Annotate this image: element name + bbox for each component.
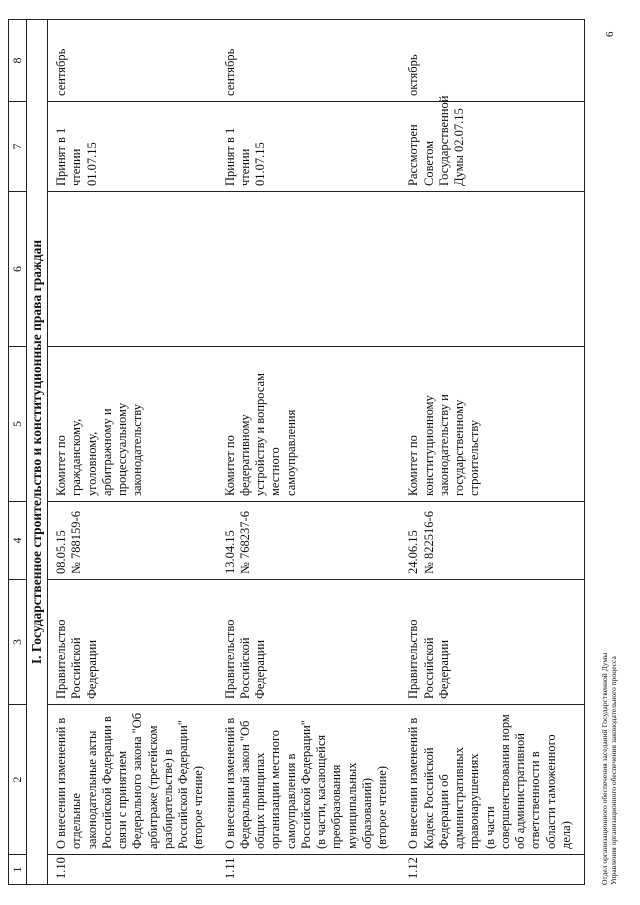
bill-status: Принят в 1 чтении 01.07.15 xyxy=(48,102,217,192)
legislation-table xyxy=(8,19,585,885)
bill-subject: Правительство Российской Федерации xyxy=(48,580,217,705)
bill-date-cell xyxy=(217,502,401,580)
section-row xyxy=(26,20,47,885)
planned-month: сентябрь xyxy=(48,20,217,102)
column-header: 1 xyxy=(9,855,27,885)
column-6-cell xyxy=(48,192,217,347)
responsible-committee: Комитет по федеративному устройству и вопросам местного самоуправления xyxy=(217,347,401,502)
column-header: 3 xyxy=(9,580,27,705)
bill-status: Принят в 1 чтении 01.07.15 xyxy=(217,102,401,192)
table-row xyxy=(217,20,401,885)
column-header: 7 xyxy=(9,102,27,192)
responsible-committee: Комитет по гражданскому, уголовному, арбитражному и процессуальному законодательству xyxy=(48,347,217,502)
bill-name: О внесении изменений в Кодекс Российской Федерации об административных правонарушениях (в части совершенствования норм об административной ответственности в области таможенного дела) xyxy=(400,705,584,855)
column-6-cell xyxy=(217,192,401,347)
bill-date: 24.06.15 xyxy=(406,530,421,574)
column-header: 4 xyxy=(9,502,27,580)
bill-number: № 768237-6 xyxy=(237,511,252,574)
bill-subject: Правительство Российской Федерации xyxy=(400,580,584,705)
row-number: 1.12 xyxy=(400,855,584,885)
bill-status: Рассмотрен Советом Государственной Думы 02.07.15 xyxy=(400,102,584,192)
planned-month: октябрь xyxy=(400,20,584,102)
bill-date: 13.04.15 xyxy=(222,530,237,574)
bill-number: № 788159-6 xyxy=(69,511,84,574)
planned-month: сентябрь xyxy=(217,20,401,102)
column-6-cell xyxy=(400,192,584,347)
table-row xyxy=(48,20,217,885)
column-header: 6 xyxy=(9,192,27,347)
column-header: 2 xyxy=(9,705,27,855)
table-header-row xyxy=(9,20,27,885)
section-title: I. Государственное строительство и конституционные права граждан xyxy=(26,20,47,885)
bill-subject: Правительство Российской Федерации xyxy=(217,580,401,705)
column-header: 8 xyxy=(9,20,27,102)
table-row xyxy=(400,20,584,885)
footer-directorate: Управления организационного обеспечения законодательного процесса xyxy=(609,656,619,885)
bill-date-cell xyxy=(400,502,584,580)
bill-name: О внесении изменений в Федеральный закон "Об общих принципах организации местного самоуправления в Российской Федерации" (в части, касающейся преобразования муниципальных образований) (второе чтение) xyxy=(217,705,401,855)
row-number: 1.11 xyxy=(217,855,401,885)
column-header: 5 xyxy=(9,347,27,502)
page-footer xyxy=(600,653,619,885)
bill-date-cell xyxy=(48,502,217,580)
responsible-committee: Комитет по конституционному законодательству и государственному строительству xyxy=(400,347,584,502)
bill-number: № 822516-6 xyxy=(421,511,436,574)
row-number: 1.10 xyxy=(48,855,217,885)
bill-name: О внесении изменений в отдельные законодательные акты Российской Федерации в связи с принятием Федерального закона "Об арбитраже (третейском разбирательстве) в Российской Федерации" (второе чтение) xyxy=(48,705,217,855)
page-number: 6 xyxy=(604,31,616,37)
bill-date: 08.05.15 xyxy=(54,530,69,574)
footer-department: Отдел организационного обеспечения заседаний Государственной Думы xyxy=(600,652,609,885)
